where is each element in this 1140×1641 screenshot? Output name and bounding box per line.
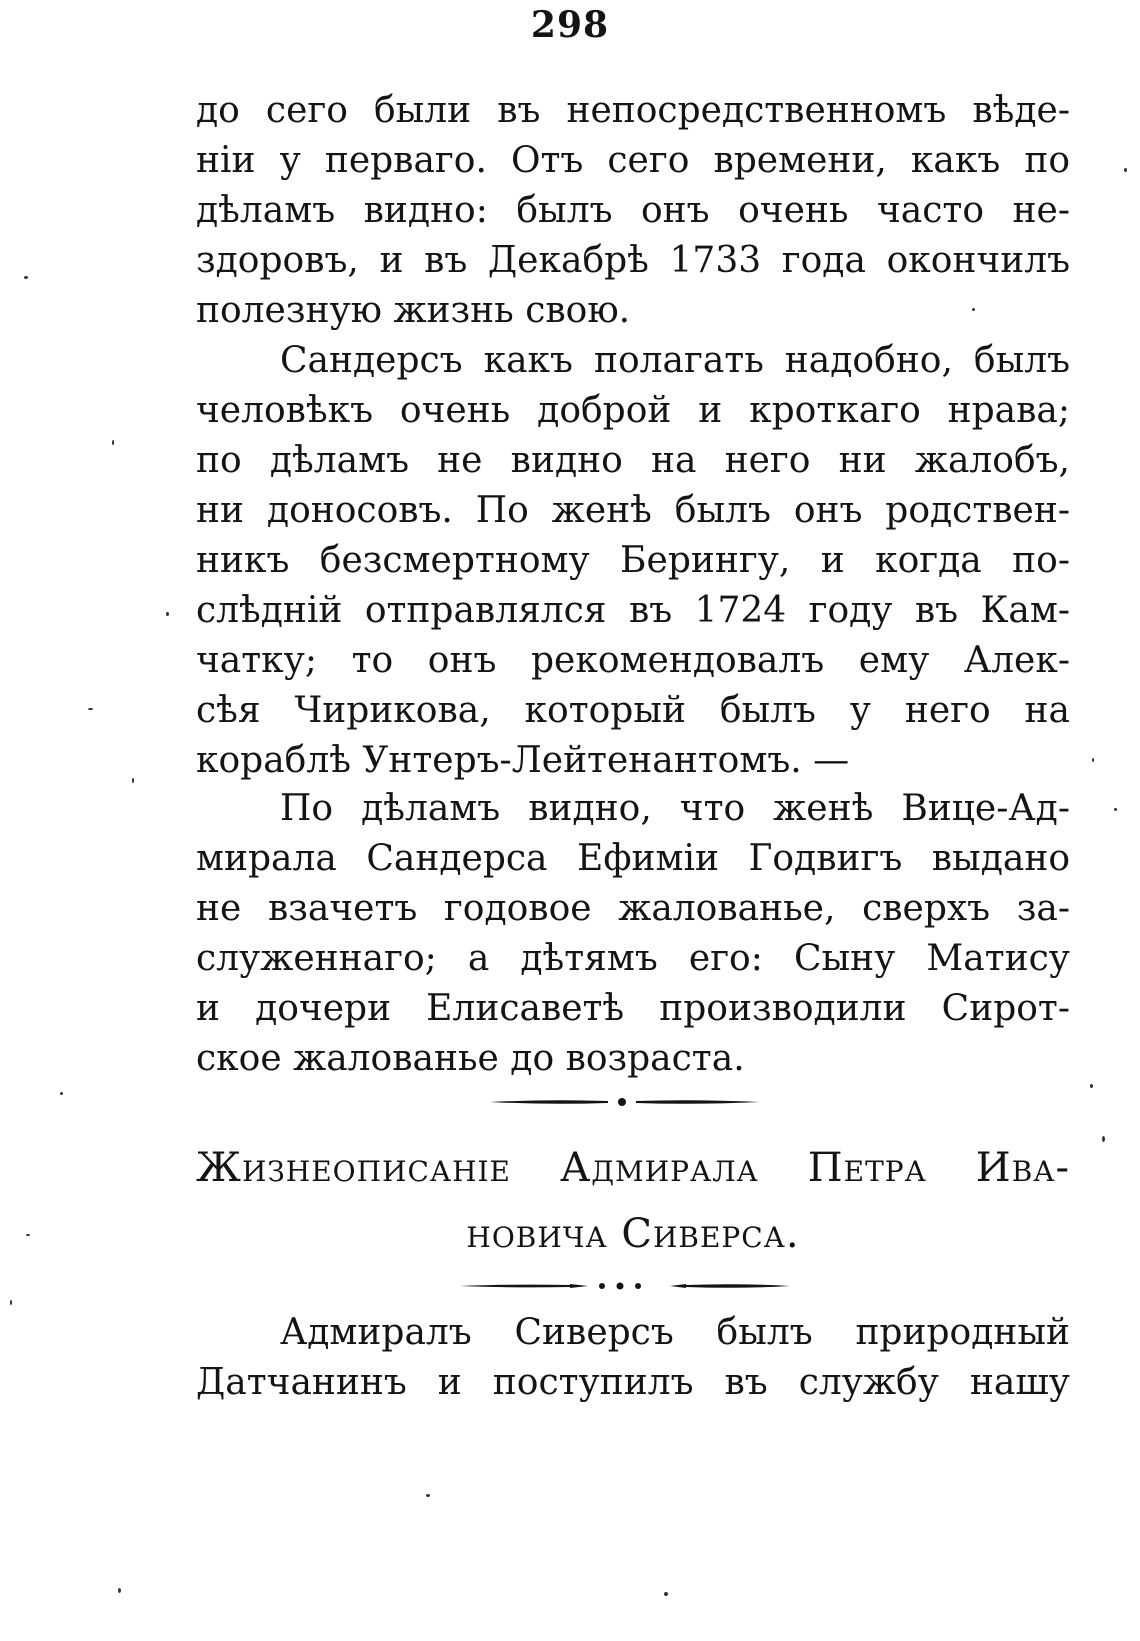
ornament-divider-bottom [460,1280,790,1292]
text-line: чатку; то онъ рекомендовалъ ему Алек- [196,640,1070,681]
text-line: не взачетъ годовое жалованье, сверхъ за- [196,888,1070,929]
section-heading-line-2: новича Сиверса. [466,1211,800,1257]
print-speck [24,276,28,279]
text-line: ское жалованье до возраста. [196,1038,745,1079]
print-speck [112,440,114,445]
text-line: Сандерсъ какъ полагать надобно, былъ [280,340,1070,381]
text-line: ни доносовъ. По женѣ былъ онъ родствен- [196,490,1070,531]
text-line: никъ безсмертному Берингу, и когда по- [196,540,1070,581]
section-heading-line-1: Жизнеописанiе Адмирала Петра Ива- [196,1145,1070,1191]
text-line: слѣднiй отправлялся въ 1724 году въ Кам- [196,590,1070,631]
print-speck [1092,758,1094,762]
text-line: служеннаго; а дѣтямъ его: Сыну Матису [196,938,1070,979]
print-speck [426,1494,430,1497]
ornament-divider-top [490,1096,760,1108]
print-speck [1124,168,1127,172]
text-line: человѣкъ очень доброй и кроткаго нрава; [196,390,1070,431]
text-line: нiи у перваго. Отъ сего времени, какъ по [196,140,1070,181]
print-speck [1090,1084,1093,1088]
print-speck [10,1300,12,1305]
text-line: Адмиралъ Сиверсъ былъ природный [280,1312,1070,1353]
text-line: Датчанинъ и поступилъ въ службу нашу [196,1362,1070,1403]
text-line: и дочери Елисаветѣ производили Сирот- [196,988,1070,1029]
text-line: здоровъ, и въ Декабрѣ 1733 года окончилъ [196,240,1070,281]
print-speck [972,308,975,311]
print-speck [166,612,169,616]
paragraph-4 [196,1308,1070,1408]
print-speck [88,708,93,710]
page-number: 298 [530,4,610,46]
text-line: до сего были въ непосредственномъ вѣде- [196,90,1070,131]
print-speck [118,1588,121,1593]
text-line: кораблѣ Унтеръ-Лейтенантомъ. — [196,740,850,781]
print-speck [132,778,134,783]
text-line: мирала Сандерса Ефимiи Годвигъ выдано [196,838,1070,879]
print-speck [664,1592,668,1596]
paragraph-2 [196,336,1070,786]
print-speck [1114,808,1117,811]
text-line: по дѣламъ не видно на него ни жалобъ, [196,440,1070,481]
text-line: По дѣламъ видно, что женѣ Вице-Ад- [280,788,1070,829]
print-speck [60,1092,63,1095]
print-speck [1102,1136,1105,1142]
paragraph-1 [196,86,1070,336]
text-line: полезную жизнь свою. [196,290,631,331]
text-line: дѣламъ видно: былъ онъ очень часто не- [196,190,1070,231]
print-speck [26,1234,30,1236]
paragraph-3 [196,784,1070,1084]
text-line: сѣя Чирикова, который былъ у него на [196,690,1070,731]
